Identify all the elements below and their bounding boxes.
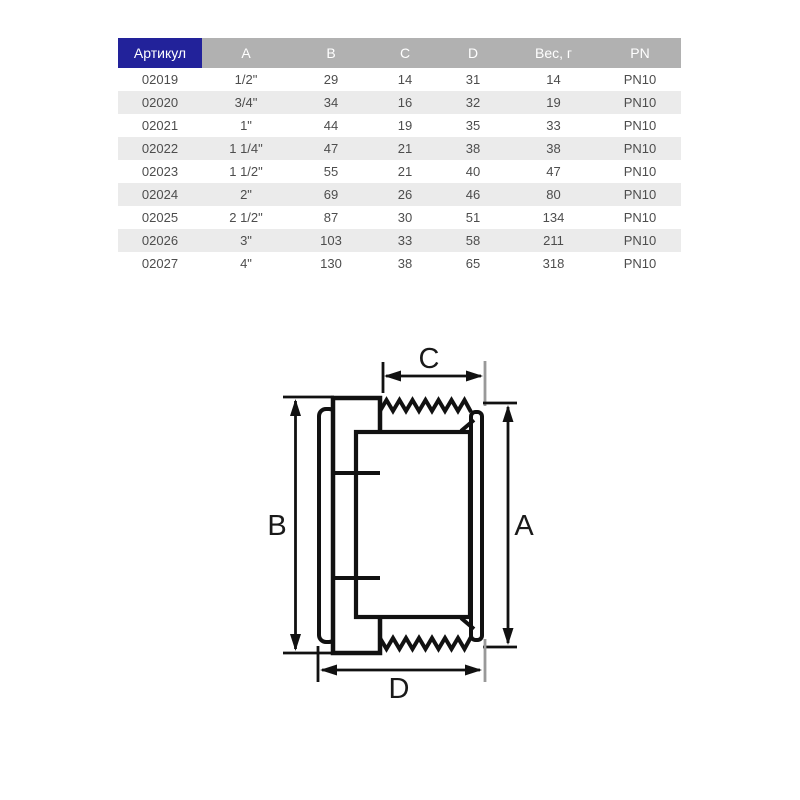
table-cell: 35 (438, 114, 508, 137)
arrowhead-up (503, 405, 514, 422)
table-cell: 34 (290, 91, 372, 114)
table-cell: 47 (290, 137, 372, 160)
table-cell: PN10 (599, 252, 681, 275)
table-cell: 69 (290, 183, 372, 206)
table-cell: PN10 (599, 229, 681, 252)
table-row (118, 206, 681, 229)
table-row (118, 137, 681, 160)
dimension-label-a: A (514, 510, 534, 542)
table-cell: 2 1/2" (202, 206, 290, 229)
table-cell: 21 (372, 137, 438, 160)
table-cell: 40 (438, 160, 508, 183)
arrowhead-right (465, 665, 482, 676)
table-cell: 55 (290, 160, 372, 183)
table-cell: 02022 (118, 137, 202, 160)
table-cell: 26 (372, 183, 438, 206)
table-cell: 33 (372, 229, 438, 252)
arrowhead-left (320, 665, 337, 676)
table-cell: 02023 (118, 160, 202, 183)
table-cell: PN10 (599, 91, 681, 114)
table-cell: 1" (202, 114, 290, 137)
table-cell: 21 (372, 160, 438, 183)
table-cell: PN10 (599, 137, 681, 160)
table-row (118, 229, 681, 252)
arrowhead-up (290, 399, 301, 416)
table-cell: 02020 (118, 91, 202, 114)
table-row (118, 91, 681, 114)
table-row (118, 183, 681, 206)
spec-table (118, 38, 681, 275)
dimension-line-a (483, 403, 517, 682)
fitting-dimension-drawing (230, 330, 560, 720)
table-cell: 1/2" (202, 68, 290, 91)
table-cell: 1 1/4" (202, 137, 290, 160)
table-cell: 3" (202, 229, 290, 252)
table-cell: 02021 (118, 114, 202, 137)
table-cell: 130 (290, 252, 372, 275)
thread-profile-bottom (380, 637, 471, 649)
table-cell: 02026 (118, 229, 202, 252)
table-cell: 2" (202, 183, 290, 206)
table-cell: 19 (508, 91, 599, 114)
table-cell: 58 (438, 229, 508, 252)
table-cell: 1 1/2" (202, 160, 290, 183)
table-cell: 29 (290, 68, 372, 91)
table-cell: 80 (508, 183, 599, 206)
table-cell: 3/4" (202, 91, 290, 114)
table-cell: 51 (438, 206, 508, 229)
end-cap-outline (471, 412, 482, 640)
table-cell: 65 (438, 252, 508, 275)
table-row (118, 68, 681, 91)
table-cell: 02027 (118, 252, 202, 275)
arrowhead-down (503, 628, 514, 645)
table-cell: 87 (290, 206, 372, 229)
column-header-артикул: Артикул (118, 38, 202, 68)
table-cell: 134 (508, 206, 599, 229)
table-cell: 14 (508, 68, 599, 91)
table-cell: 211 (508, 229, 599, 252)
column-header-d: D (438, 38, 508, 68)
table-cell: 02025 (118, 206, 202, 229)
table-cell: 44 (290, 114, 372, 137)
table-cell: 46 (438, 183, 508, 206)
table-row (118, 160, 681, 183)
column-header-вес-г: Вес, г (508, 38, 599, 68)
table-cell: 38 (372, 252, 438, 275)
table-cell: 103 (290, 229, 372, 252)
table-cell: 02019 (118, 68, 202, 91)
table-cell: PN10 (599, 160, 681, 183)
table-cell: 16 (372, 91, 438, 114)
table-cell: 38 (438, 137, 508, 160)
table-header-row (118, 38, 681, 68)
table-cell: 47 (508, 160, 599, 183)
table-cell: PN10 (599, 68, 681, 91)
table-cell: 19 (372, 114, 438, 137)
column-header-c: C (372, 38, 438, 68)
table-cell: 31 (438, 68, 508, 91)
thread-profile-top (380, 400, 471, 412)
column-header-a: A (202, 38, 290, 68)
table-cell: 33 (508, 114, 599, 137)
arrowhead-right (466, 371, 483, 382)
table-cell: PN10 (599, 183, 681, 206)
table-cell: 30 (372, 206, 438, 229)
table-cell: 32 (438, 91, 508, 114)
table-cell: 14 (372, 68, 438, 91)
table-row (118, 252, 681, 275)
dimension-label-d: D (388, 673, 410, 705)
body-bore-outline (356, 432, 470, 617)
table-cell: 318 (508, 252, 599, 275)
arrowhead-down (290, 634, 301, 651)
column-header-b: B (290, 38, 372, 68)
table-cell: PN10 (599, 114, 681, 137)
dimension-label-b: B (267, 510, 287, 542)
arrowhead-left (384, 371, 401, 382)
table-cell: 4" (202, 252, 290, 275)
table-row (118, 114, 681, 137)
dimension-label-c: C (418, 343, 440, 375)
table-cell: 38 (508, 137, 599, 160)
table-cell: PN10 (599, 206, 681, 229)
column-header-pn: PN (599, 38, 681, 68)
table-cell: 02024 (118, 183, 202, 206)
